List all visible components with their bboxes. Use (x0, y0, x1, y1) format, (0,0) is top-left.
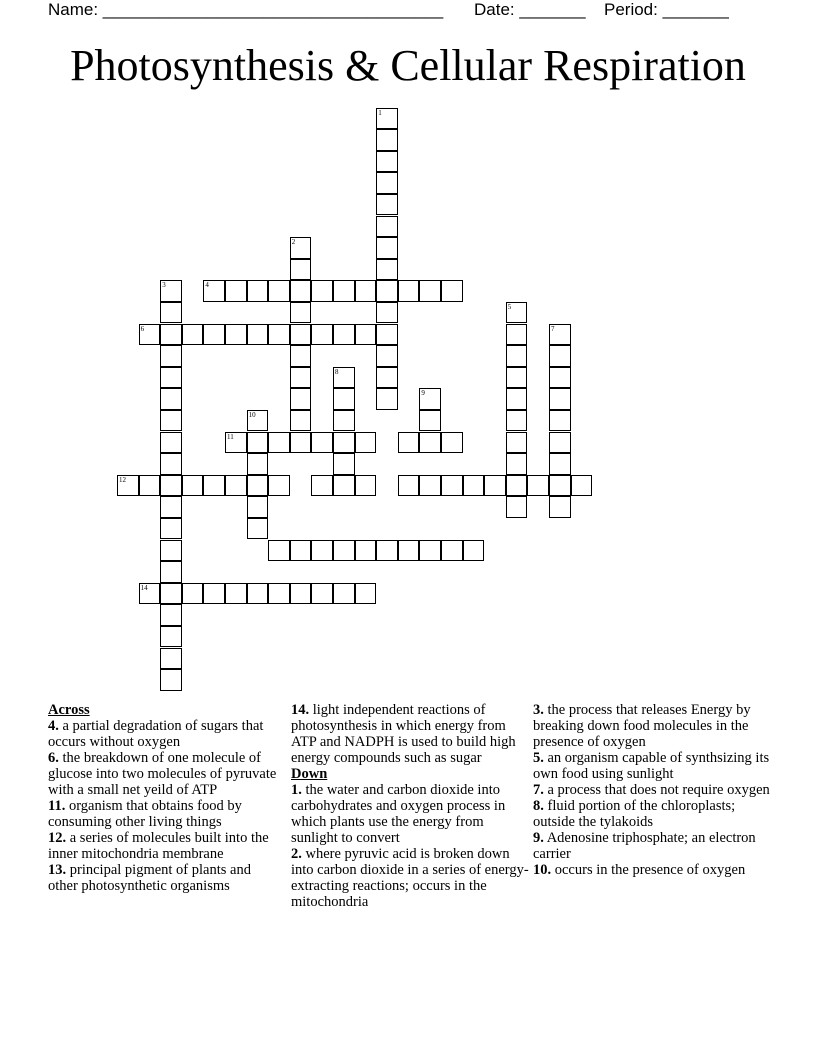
crossword-cell[interactable] (506, 367, 528, 389)
crossword-cell[interactable] (398, 432, 420, 454)
crossword-cell[interactable] (311, 432, 333, 454)
crossword-cell[interactable] (247, 518, 269, 540)
crossword-cell[interactable] (376, 280, 398, 302)
crossword-cell[interactable] (247, 280, 269, 302)
crossword-cell[interactable] (355, 324, 377, 346)
crossword-cell[interactable] (549, 345, 571, 367)
crossword-cell[interactable] (290, 388, 312, 410)
crossword-cell[interactable] (376, 324, 398, 346)
crossword-cell[interactable] (160, 496, 182, 518)
crossword-cell[interactable] (419, 410, 441, 432)
crossword-cell[interactable] (355, 583, 377, 605)
crossword-cell[interactable] (160, 280, 182, 302)
crossword-cell[interactable] (333, 324, 355, 346)
down-clue: 8. fluid portion of the chloroplasts; outside the tylakoids (533, 798, 736, 830)
crossword-cell[interactable] (376, 345, 398, 367)
crossword-cell[interactable] (549, 324, 571, 346)
crossword-cell[interactable] (160, 648, 182, 670)
clue-number: 12 (119, 475, 126, 484)
down-clue: 1. the water and carbon dioxide into carbohydrates and oxygen process in which plants use the energy from sunlight to convert (291, 782, 506, 846)
crossword-cell[interactable] (441, 540, 463, 562)
crossword-cell[interactable] (355, 432, 377, 454)
name-field-label: Name: ____________________________________ (48, 0, 444, 19)
crossword-cell[interactable] (549, 367, 571, 389)
clue-number: 11 (227, 432, 234, 441)
crossword-cell[interactable] (160, 583, 182, 605)
crossword-cell[interactable] (549, 496, 571, 518)
crossword-cell[interactable] (160, 453, 182, 475)
crossword-cell[interactable] (506, 432, 528, 454)
crossword-cell[interactable] (290, 367, 312, 389)
crossword-cell[interactable] (441, 432, 463, 454)
clues-column-2 (291, 702, 529, 910)
crossword-cell[interactable] (376, 108, 398, 130)
crossword-cell[interactable] (290, 302, 312, 324)
crossword-cell[interactable] (376, 172, 398, 194)
crossword-cell[interactable] (203, 475, 225, 497)
crossword-cell[interactable] (139, 475, 161, 497)
crossword-cell[interactable] (376, 302, 398, 324)
crossword-cell[interactable] (247, 475, 269, 497)
crossword-cell[interactable] (290, 540, 312, 562)
crossword-cell[interactable] (506, 388, 528, 410)
crossword-cell[interactable] (549, 388, 571, 410)
crossword-cell[interactable] (311, 540, 333, 562)
crossword-cell[interactable] (290, 237, 312, 259)
crossword-cell[interactable] (376, 540, 398, 562)
clues-column-1 (48, 702, 283, 894)
crossword-cell[interactable] (247, 583, 269, 605)
crossword-cell[interactable] (247, 496, 269, 518)
crossword-cell[interactable] (376, 216, 398, 238)
crossword-cell[interactable] (333, 540, 355, 562)
crossword-cell[interactable] (247, 324, 269, 346)
crossword-cell[interactable] (376, 259, 398, 281)
crossword-cell[interactable] (290, 432, 312, 454)
crossword-cell[interactable] (268, 475, 290, 497)
crossword-cell[interactable] (203, 583, 225, 605)
clue-number: 5 (507, 302, 512, 311)
crossword-cell[interactable] (333, 475, 355, 497)
page-title: Photosynthesis & Cellular Respiration (70, 41, 746, 90)
clue-number: 7 (551, 324, 555, 333)
crossword-cell[interactable] (160, 540, 182, 562)
crossword-cell[interactable] (376, 151, 398, 173)
down-clue: 3. the process that releases Energy by breaking down food molecules in the presence of oxygen (533, 702, 751, 750)
crossword-cell[interactable] (290, 280, 312, 302)
crossword-cell[interactable] (290, 324, 312, 346)
crossword-cell[interactable] (160, 410, 182, 432)
crossword-cell[interactable] (160, 388, 182, 410)
crossword-cell[interactable] (355, 280, 377, 302)
crossword-cell[interactable] (333, 583, 355, 605)
crossword-cell[interactable] (182, 475, 204, 497)
crossword-cell[interactable] (160, 561, 182, 583)
crossword-cell[interactable] (419, 432, 441, 454)
crossword-cell[interactable] (333, 410, 355, 432)
across-clue: 12. a series of molecules built into the inner mitochondria membrane (48, 830, 269, 862)
across-clue: 6. the breakdown of one molecule of glucose into two molecules of pyruvate with a small net yeild of ATP (48, 750, 277, 798)
crossword-cell[interactable] (225, 280, 247, 302)
crossword-cell[interactable] (247, 410, 269, 432)
clue-number: 9 (421, 389, 425, 398)
down-heading: Down (291, 766, 328, 782)
crossword-cell[interactable] (139, 324, 161, 346)
across-clue: 4. a partial degradation of sugars that occurs without oxygen (48, 718, 264, 750)
crossword-cell[interactable] (311, 280, 333, 302)
crossword-cell[interactable] (203, 324, 225, 346)
crossword-cell[interactable] (419, 280, 441, 302)
crossword-cell[interactable] (311, 475, 333, 497)
crossword-cell[interactable] (268, 324, 290, 346)
crossword-cell[interactable] (268, 432, 290, 454)
crossword-cell[interactable] (160, 626, 182, 648)
crossword-cell[interactable] (355, 475, 377, 497)
down-clue: 9. Adenosine triphosphate; an electron carrier (533, 830, 756, 862)
crossword-cell[interactable] (376, 194, 398, 216)
crossword-cell[interactable] (571, 475, 593, 497)
crossword-cell[interactable] (290, 583, 312, 605)
crossword-cell[interactable] (398, 540, 420, 562)
clue-number: 4 (205, 281, 209, 290)
crossword-cell[interactable] (333, 432, 355, 454)
crossword-cell[interactable] (484, 475, 506, 497)
crossword-cell[interactable] (549, 432, 571, 454)
crossword-cell[interactable] (160, 324, 182, 346)
crossword-cell[interactable] (225, 432, 247, 454)
crossword-cell[interactable] (225, 583, 247, 605)
date-field-label: Date: _______ (474, 0, 586, 19)
crossword-cell[interactable] (290, 410, 312, 432)
crossword-cell[interactable] (376, 237, 398, 259)
clue-number: 2 (291, 238, 296, 247)
crossword-cell[interactable] (463, 540, 485, 562)
crossword-cell[interactable] (355, 540, 377, 562)
clue-number: 10 (248, 410, 256, 419)
crossword-cell[interactable] (182, 324, 204, 346)
crossword-cell[interactable] (506, 475, 528, 497)
across-clue: 13. principal pigment of plants and other photosynthetic organisms (48, 862, 251, 894)
down-clue: 7. a process that does not require oxygen (533, 782, 770, 798)
crossword-cell[interactable] (333, 453, 355, 475)
crossword-cell[interactable] (506, 453, 528, 475)
crossword-cell[interactable] (398, 280, 420, 302)
crossword-cell[interactable] (160, 669, 182, 691)
crossword-cell[interactable] (247, 432, 269, 454)
clue-number: 1 (378, 108, 382, 117)
crossword-cell[interactable] (268, 583, 290, 605)
crossword-cell[interactable] (203, 280, 225, 302)
crossword-cell[interactable] (333, 367, 355, 389)
crossword-cell[interactable] (139, 583, 161, 605)
clue-number: 6 (140, 324, 145, 333)
crossword-cell[interactable] (506, 410, 528, 432)
crossword-cell[interactable] (549, 475, 571, 497)
crossword-cell[interactable] (160, 302, 182, 324)
down-clue: 10. occurs in the presence of oxygen (533, 862, 746, 878)
clue-number: 3 (162, 281, 166, 290)
crossword-cell[interactable] (441, 280, 463, 302)
crossword-cell[interactable] (160, 345, 182, 367)
crossword-cell[interactable] (160, 518, 182, 540)
crossword-cell[interactable] (419, 475, 441, 497)
crossword-cell[interactable] (290, 345, 312, 367)
crossword-cell[interactable] (333, 388, 355, 410)
across-clue: 14. light independent reactions of photosynthesis in which energy from ATP and NADPH is used to build high energy compounds such as sugar (291, 702, 516, 766)
across-heading: Across (48, 702, 90, 718)
crossword-cell[interactable] (225, 324, 247, 346)
crossword-cell[interactable] (160, 432, 182, 454)
crossword-cell[interactable] (290, 259, 312, 281)
crossword-cell[interactable] (311, 324, 333, 346)
crossword-cell[interactable] (419, 388, 441, 410)
crossword-cell[interactable] (225, 475, 247, 497)
crossword-cell[interactable] (247, 453, 269, 475)
crossword-cell[interactable] (441, 475, 463, 497)
period-field-label: Period: _______ (604, 0, 729, 19)
clue-number: 14 (140, 583, 148, 592)
crossword-cell[interactable] (463, 475, 485, 497)
crossword-cell[interactable] (268, 540, 290, 562)
crossword-cell[interactable] (527, 475, 549, 497)
crossword-cell[interactable] (333, 280, 355, 302)
crossword-cell[interactable] (160, 475, 182, 497)
crossword-cell[interactable] (506, 302, 528, 324)
crossword-cell[interactable] (419, 540, 441, 562)
clue-number: 8 (335, 367, 339, 376)
crossword-cell[interactable] (376, 367, 398, 389)
crossword-cell[interactable] (549, 410, 571, 432)
crossword-cell[interactable] (160, 604, 182, 626)
crossword-cell[interactable] (311, 583, 333, 605)
crossword-cell[interactable] (160, 367, 182, 389)
crossword-cell[interactable] (506, 345, 528, 367)
clues-column-3 (533, 702, 773, 878)
crossword-cell[interactable] (506, 324, 528, 346)
crossword-cell[interactable] (376, 388, 398, 410)
crossword-cell[interactable] (549, 453, 571, 475)
crossword-cell[interactable] (182, 583, 204, 605)
crossword-cell[interactable] (117, 475, 139, 497)
crossword-cell[interactable] (376, 129, 398, 151)
crossword-cell[interactable] (268, 280, 290, 302)
down-clue: 2. where pyruvic acid is broken down into carbon dioxide in a series of energy-extracting reactions; occurs in the mitochondria (291, 846, 529, 910)
crossword-cell[interactable] (506, 496, 528, 518)
down-clue: 5. an organism capable of synthsizing its own food using sunlight (533, 750, 770, 782)
crossword-cell[interactable] (398, 475, 420, 497)
across-clue: 11. organism that obtains food by consuming other living things (48, 798, 242, 830)
